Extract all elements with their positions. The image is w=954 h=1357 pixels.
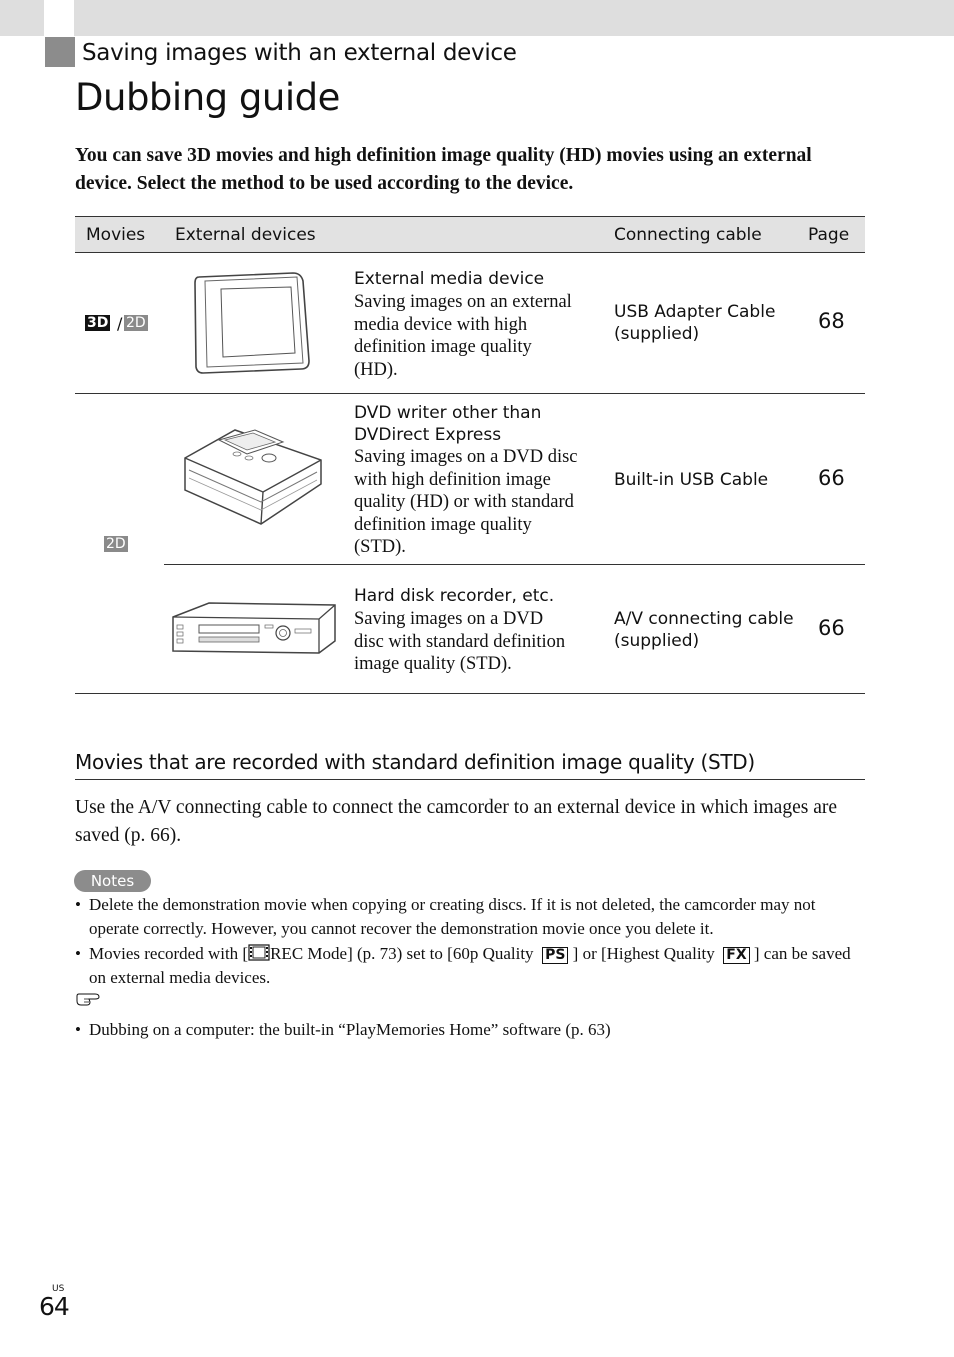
cable-line: USB Adapter Cable: [614, 302, 776, 322]
page-reference: 66: [818, 616, 845, 640]
description-line: quality (HD) or with standard: [354, 492, 574, 512]
device-name: Hard disk recorder, etc.: [354, 586, 555, 606]
ps-badge: PS: [542, 947, 568, 964]
description-line: with high definition image: [354, 469, 551, 490]
note-text: ] can be saved on external media devices.: [89, 944, 851, 987]
header-movies: Movies: [86, 225, 146, 245]
subsection-body: Use the A/V connecting cable to connect the camcorder to an external device in which images are saved (p. 66).: [75, 797, 837, 846]
description-line: Saving images on an external: [354, 292, 572, 312]
pointing-hand-icon: [75, 992, 101, 1008]
hint-item: Dubbing on a computer: the built-in “PlayMemories Home” software (p. 63): [89, 1020, 611, 1039]
external-media-device-icon: [193, 271, 313, 375]
badge-2d: 2D: [126, 315, 146, 331]
header-page: Page: [808, 225, 850, 245]
page-reference: 66: [818, 466, 845, 490]
note-text: REC Mode] (p. 73) set to [60p Quality: [270, 944, 534, 963]
subsection-rule: [75, 779, 865, 780]
row-divider: [75, 393, 865, 394]
description-line: Saving images on a DVD disc: [354, 447, 578, 467]
badge-2d: 2D: [106, 536, 126, 552]
connecting-cable: [614, 469, 768, 491]
row-divider: [164, 564, 865, 565]
film-icon: [248, 944, 270, 961]
header-connecting-cable: Connecting cable: [614, 225, 762, 245]
hard-disk-recorder-icon: [169, 599, 337, 655]
header-external-devices: External devices: [175, 225, 316, 245]
cable-line: (supplied): [614, 631, 700, 651]
badge-3d: 3D: [87, 315, 109, 331]
device-description: [354, 446, 578, 559]
page-reference: 68: [818, 309, 845, 333]
device-description: [354, 608, 565, 676]
cable-line: Built-in USB Cable: [614, 470, 769, 490]
note-item: [89, 942, 859, 990]
page-number: 64: [39, 1292, 69, 1321]
device-description: [354, 291, 572, 381]
description-line: media device with high: [354, 314, 528, 335]
bullet-icon: •: [75, 1020, 81, 1039]
description-line: image quality (STD).: [354, 654, 512, 674]
bullet-icon: •: [75, 944, 81, 963]
intro-text: You can save 3D movies and high definition image quality (HD) movies using an external device. Select the method to be used according to the device.: [75, 145, 812, 194]
cable-line: (supplied): [614, 324, 700, 344]
device-name: External media device: [354, 269, 545, 289]
table-header: [75, 216, 865, 253]
bullet-icon: •: [75, 895, 81, 914]
section-title: Saving images with an external device: [82, 40, 517, 66]
description-line: definition image quality: [354, 514, 532, 535]
notes-label: Notes: [74, 870, 151, 892]
cable-line: A/V connecting cable: [614, 609, 794, 629]
note-item: Delete the demonstration movie when copying or creating discs. If it is not deleted, the camcorder may not operate correctly. However, you cannot recover the demonstration movie once you delete it.: [89, 895, 816, 938]
dvd-writer-icon: [181, 426, 325, 530]
description-line: (STD).: [354, 537, 406, 557]
description-line: disc with standard definition: [354, 631, 566, 652]
connecting-cable: [614, 608, 794, 652]
description-line: Saving images on a DVD: [354, 609, 544, 629]
badge-separator: /: [117, 314, 123, 333]
dubbing-table: [75, 216, 865, 694]
note-text: Movies recorded with [: [89, 944, 249, 963]
note-text: ] or [Highest Quality: [572, 944, 715, 963]
region-label: US: [52, 1284, 65, 1294]
description-line: (HD).: [354, 359, 398, 380]
table-bottom-rule: [75, 693, 865, 694]
top-band: [0, 0, 954, 36]
connecting-cable: [614, 301, 775, 345]
fx-badge: FX: [723, 947, 749, 964]
device-name-line: DVDirect Express: [354, 425, 502, 445]
description-line: definition image quality: [354, 337, 532, 357]
device-name-line: DVD writer other than: [354, 403, 542, 423]
page-title: Dubbing guide: [75, 76, 340, 119]
subsection-heading: Movies that are recorded with standard definition image quality (STD): [75, 750, 755, 774]
top-band-gap: [44, 0, 74, 36]
section-marker: [45, 37, 75, 67]
device-name: [354, 402, 541, 446]
